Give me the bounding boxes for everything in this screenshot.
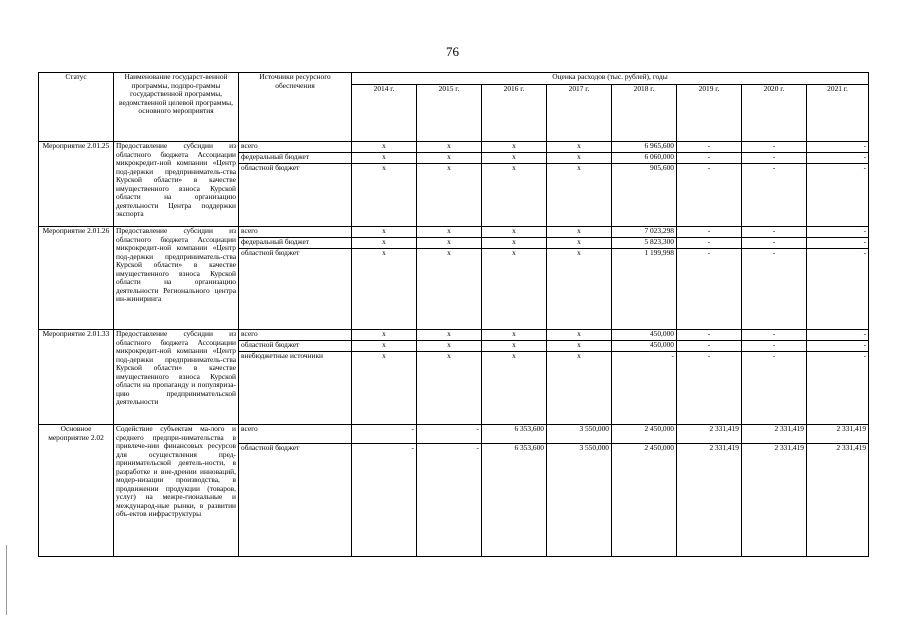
value-cell: 3 550,000 — [547, 444, 612, 557]
value-cell: 5 823,300 — [612, 238, 677, 249]
status-cell: Основное мероприятие 2.02 — [39, 425, 114, 557]
value-cell: - — [677, 238, 742, 249]
name-cell: Предоставление субсидии из областного бюджета Ассоциации микрокредит-ной компании «Центр под-держки предприниматель-ства Курской области» в качестве имущественного взноса Курской области на организацию деятельности Регионального центра ин-жиниринга — [114, 227, 239, 330]
source-cell: областной бюджет — [239, 341, 352, 352]
value-cell: - — [677, 341, 742, 352]
value-cell: 2 450,000 — [612, 444, 677, 557]
value-cell: x — [417, 249, 482, 330]
value-cell: 2 331,419 — [677, 425, 742, 444]
value-cell: 2 331,419 — [677, 444, 742, 557]
status-cell: Мероприятие 2.01.33 — [39, 330, 114, 425]
status-cell: Мероприятие 2.01.25 — [39, 142, 114, 227]
value-cell: x — [547, 330, 612, 341]
header-year: 2019 г. — [677, 85, 742, 142]
value-cell: 2 331,419 — [742, 444, 807, 557]
value-cell: - — [677, 153, 742, 164]
value-cell: x — [352, 238, 417, 249]
value-cell: - — [352, 425, 417, 444]
value-cell: - — [742, 142, 807, 153]
value-cell: x — [547, 352, 612, 425]
value-cell: x — [352, 249, 417, 330]
value-cell: x — [352, 153, 417, 164]
page-number: 76 — [446, 44, 459, 59]
source-cell: федеральный бюджет — [239, 153, 352, 164]
value-cell: - — [417, 444, 482, 557]
value-cell: - — [742, 164, 807, 227]
value-cell: x — [547, 164, 612, 227]
table-row — [39, 425, 869, 444]
name-cell: Содействие субъектам ма-лого и среднего предпри-нимательства в привлече-нии финансовых ресурсов для осуществления пред-принимательской деятель-ности, в разработке и вне-дрении инноваций, модер-низации производства, в продвижении продукции (товаров, услуг) на межре-гиональные и международ-ные рынки, в развитии объ-ектов инфраструктуры — [114, 425, 239, 557]
value-cell: - — [807, 164, 869, 227]
value-cell: x — [417, 153, 482, 164]
value-cell: 6 353,600 — [482, 425, 547, 444]
value-cell: x — [417, 330, 482, 341]
value-cell: - — [677, 249, 742, 330]
value-cell: 2 450,000 — [612, 425, 677, 444]
value-cell: - — [807, 352, 869, 425]
name-cell: Предоставление субсидии из областного бюджета Ассоциации микрокредит-ной компании «Центр под-держки предприниматель-ства Курской области» в качестве имущественного взноса Курской области на организацию деятельности Центра поддержки экспорта — [114, 142, 239, 227]
source-cell: федеральный бюджет — [239, 238, 352, 249]
value-cell: 6 353,600 — [482, 444, 547, 557]
value-cell: - — [807, 330, 869, 341]
value-cell: - — [807, 249, 869, 330]
value-cell: x — [482, 153, 547, 164]
value-cell: - — [742, 238, 807, 249]
table-row — [39, 142, 869, 153]
value-cell: x — [482, 330, 547, 341]
value-cell: 2 331,419 — [807, 444, 869, 557]
value-cell: x — [352, 352, 417, 425]
value-cell: x — [547, 249, 612, 330]
table-row — [39, 330, 869, 341]
value-cell: x — [417, 238, 482, 249]
value-cell: x — [352, 330, 417, 341]
table-row — [39, 227, 869, 238]
value-cell: x — [417, 227, 482, 238]
header-year: 2015 г. — [417, 85, 482, 142]
budget-table — [38, 72, 869, 557]
value-cell: x — [482, 164, 547, 227]
value-cell: 6 965,600 — [612, 142, 677, 153]
header-year: 2016 г. — [482, 85, 547, 142]
value-cell: x — [417, 352, 482, 425]
value-cell: - — [352, 444, 417, 557]
value-cell: x — [482, 249, 547, 330]
status-cell: Мероприятие 2.01.26 — [39, 227, 114, 330]
value-cell: 905,600 — [612, 164, 677, 227]
header-sources: Источники ресурсного обеспечения — [239, 73, 352, 142]
value-cell: x — [352, 341, 417, 352]
value-cell: - — [677, 352, 742, 425]
value-cell: 1 199,998 — [612, 249, 677, 330]
header-year: 2018 г. — [612, 85, 677, 142]
value-cell: - — [807, 142, 869, 153]
value-cell: - — [612, 352, 677, 425]
header-year: 2020 г. — [742, 85, 807, 142]
name-cell: Предоставление субсидии из областного бюджета Ассоциации микрокредит-ной компании «Центр под-держки предприниматель-ства Курской области» в качестве имущественного взноса Курской области на пропаганду и популяриза-цию предпринимательской деятельности — [114, 330, 239, 425]
source-cell: всего — [239, 227, 352, 238]
source-cell: внебюджетные источники — [239, 352, 352, 425]
value-cell: - — [677, 330, 742, 341]
value-cell: x — [352, 142, 417, 153]
value-cell: - — [677, 227, 742, 238]
value-cell: x — [547, 341, 612, 352]
header-year: 2017 г. — [547, 85, 612, 142]
header-name: Наименование государст-венной программы, подпро-граммы государственной программы, ведомственной целевой программы, основного мероприятия — [114, 73, 239, 142]
source-cell: областной бюджет — [239, 444, 352, 557]
value-cell: - — [742, 330, 807, 341]
source-cell: всего — [239, 425, 352, 444]
value-cell: - — [742, 249, 807, 330]
margin-line — [6, 545, 7, 615]
value-cell: - — [742, 153, 807, 164]
value-cell: 2 331,419 — [742, 425, 807, 444]
value-cell: 7 023,298 — [612, 227, 677, 238]
value-cell: x — [547, 153, 612, 164]
value-cell: 6 060,000 — [612, 153, 677, 164]
value-cell: 2 331,419 — [807, 425, 869, 444]
source-cell: всего — [239, 142, 352, 153]
value-cell: 450,000 — [612, 330, 677, 341]
source-cell: областной бюджет — [239, 164, 352, 227]
value-cell: x — [482, 341, 547, 352]
header-year: 2021 г. — [807, 85, 869, 142]
value-cell: - — [807, 153, 869, 164]
value-cell: - — [677, 164, 742, 227]
value-cell: - — [417, 425, 482, 444]
value-cell: - — [807, 227, 869, 238]
header-estimate: Оценка расходов (тыс. рублей), годы — [352, 73, 869, 85]
source-cell: всего — [239, 330, 352, 341]
value-cell: - — [742, 352, 807, 425]
value-cell: x — [417, 142, 482, 153]
value-cell: x — [482, 352, 547, 425]
header-status: Статус — [39, 73, 114, 142]
value-cell: - — [677, 142, 742, 153]
value-cell: x — [547, 142, 612, 153]
source-cell: областной бюджет — [239, 249, 352, 330]
value-cell: x — [482, 142, 547, 153]
value-cell: x — [417, 341, 482, 352]
value-cell: - — [742, 227, 807, 238]
value-cell: x — [547, 227, 612, 238]
header-year: 2014 г. — [352, 85, 417, 142]
value-cell: - — [807, 341, 869, 352]
value-cell: x — [417, 164, 482, 227]
value-cell: 450,000 — [612, 341, 677, 352]
value-cell: - — [807, 238, 869, 249]
value-cell: x — [547, 238, 612, 249]
value-cell: x — [482, 238, 547, 249]
value-cell: x — [352, 164, 417, 227]
value-cell: x — [482, 227, 547, 238]
value-cell: 3 550,000 — [547, 425, 612, 444]
value-cell: x — [352, 227, 417, 238]
value-cell: - — [742, 341, 807, 352]
